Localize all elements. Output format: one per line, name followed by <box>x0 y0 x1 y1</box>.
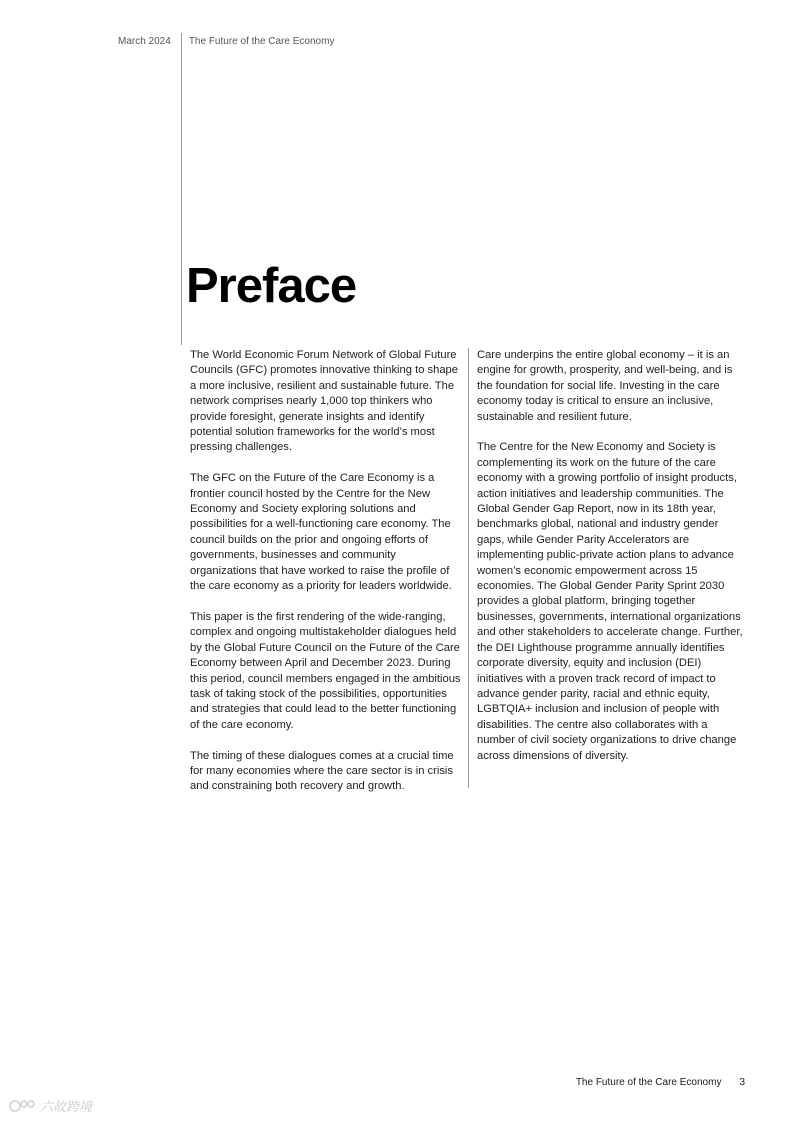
page-number: 3 <box>739 1077 745 1088</box>
page-title: Preface <box>186 259 357 313</box>
watermark <box>8 1096 92 1115</box>
paragraph: The Centre for the New Economy and Society is complementing its work on the future of the care economy with a growing portfolio of insight products, action initiatives and leadership communities. The Global Gender Gap Report, now in its 18th year, benchmarks global, national and industry gender gaps, while Gender Parity Accelerators are implementing public-private action plans to advance women’s economic empowerment across 15 economies. The Global Gender Parity Sprint 2030 provides a global platform, bringing together businesses, governments, international organizations and other stakeholders to accelerate change. Further, the DEI Lighthouse programme annually identifies corporate diversity, equity and inclusion (DEI) initiatives with a proven track record of impact to advance gender parity, racial and ethnic equity, LGBTQIA+ inclusion and inclusion of people with disabilities. The centre also collaborates with a number of civil society organizations to drive change across dimensions of diversity. <box>477 441 743 762</box>
watermark-text: 六故跨境 <box>40 1099 93 1114</box>
header-title: The Future of the Care Economy <box>188 36 335 47</box>
running-footer <box>576 1077 745 1088</box>
left-column <box>190 348 462 810</box>
watermark-logo-icon <box>8 1098 36 1114</box>
paragraph: The timing of these dialogues comes at a crucial time for many economies where the care sector is in crisis and constraining both recovery and growth. <box>190 749 454 793</box>
right-column <box>477 348 747 779</box>
header-date: March 2024 <box>118 36 171 47</box>
footer-title: The Future of the Care Economy <box>575 1077 722 1088</box>
column-divider <box>468 348 469 788</box>
header-divider <box>181 33 182 345</box>
paragraph: This paper is the first rendering of the wide-ranging, complex and ongoing multistakeholder dialogues held by the Global Future Council on the Future of the Care Economy between April and December 2023. During this period, council members engaged in the ambitious task of taking stock of the possibilities, opportunities and strategies that could lead to the better functioning of the care economy. <box>190 610 461 731</box>
paragraph: The GFC on the Future of the Care Economy is a frontier council hosted by the Centre for the New Economy and Society exploring solutions and possibilities for a well-functioning care economy. The council builds on the prior and ongoing efforts of governments, businesses and community organizations that have worked to raise the profile of the care economy as a priority for leaders worldwide. <box>190 472 452 593</box>
running-header <box>118 36 334 47</box>
paragraph: Care underpins the entire global economy – it is an engine for growth, prosperity, and well-being, and is the foundation for social life. Investing in the care economy today is critical to ensure an inclusive, sustainable and resilient future. <box>477 349 733 423</box>
paragraph: The World Economic Forum Network of Global Future Councils (GFC) promotes innovative thinking to shape a more inclusive, resilient and sustainable future. The network comprises nearly 1,000 top thinkers who provide foresight, generate insights and identify potential solution frameworks for the world’s most pressing challenges. <box>190 349 459 454</box>
